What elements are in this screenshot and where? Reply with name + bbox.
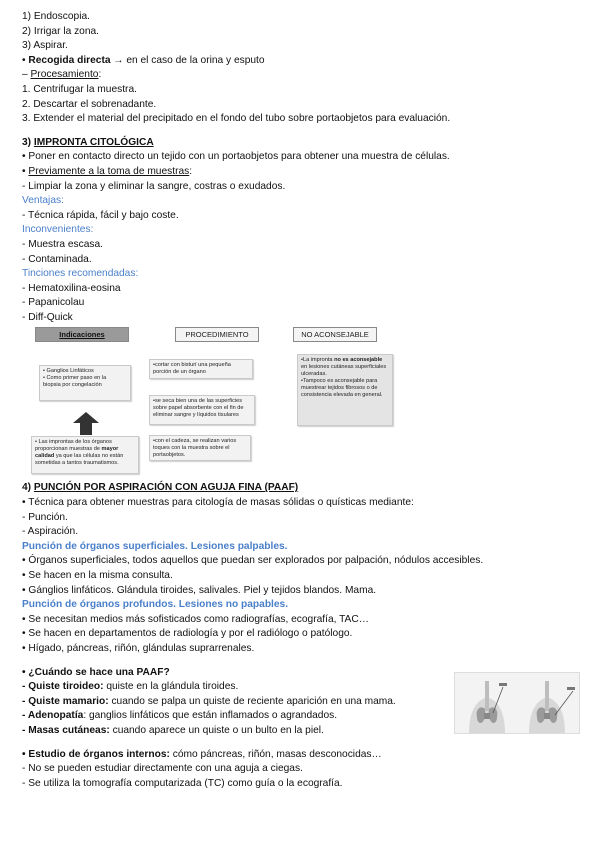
section-title-paaf: 4) PUNCIÓN POR ASPIRACIÓN CON AGUJA FINA (PAAF): [22, 482, 299, 494]
text-line: • Se hacen en departamentos de radiología y por el radiólogo o patólogo.: [22, 628, 353, 640]
text-line: - Aspiración.: [22, 526, 79, 538]
text-line: • Órganos superficiales, todos aquellos que puedan ser explorados por palpación, nódulos accesibles.: [22, 555, 484, 567]
procedimiento-box-1: •cortar con bisturí una pequeña porción de un órgano: [149, 359, 253, 379]
text-line: - Muestra escasa.: [22, 238, 103, 250]
text-line: - Punción.: [22, 511, 68, 523]
text-line: • Gánglios linfáticos. Glándula tiroides, salivales. Piel y tejidos blandos. Mama.: [22, 584, 377, 596]
text-line: - Papanicolau: [22, 297, 85, 309]
text-line: • Técnica para obtener muestras para citología de masas sólidas o quísticas mediante:: [22, 497, 414, 509]
procedimiento-box-3: •con el cadeza, se realizan varios toques con la muestra sobre el portaobjetos.: [149, 435, 251, 461]
up-arrow-shaft: [80, 423, 92, 435]
thyroid-illustration: [455, 673, 579, 733]
list-item: - Quiste tiroideo: quiste en la glándula tiroides.: [22, 681, 239, 693]
diagram-header-no-aconsejable: NO ACONSEJABLE: [293, 327, 377, 342]
thyroid-puncture-image: [454, 672, 580, 734]
list-item: - Quiste mamario: cuando se palpa un quiste de reciente aparición en una mama.: [22, 695, 396, 707]
text-line: • Se necesitan medios más sofisticados como radiografías, ecografía, TAC…: [22, 613, 369, 625]
text-line: 3) Aspirar.: [22, 40, 68, 52]
text-line: 1. Centrifugar la muestra.: [22, 83, 137, 95]
impronta-diagram: [27, 327, 397, 477]
tinciones-heading: Tinciones recomendadas:: [22, 268, 139, 280]
text-line: - Contaminada.: [22, 253, 92, 265]
no-aconsejable-box: •La impronta no es aconsejable en lesiones cutáneas superficiales ulceradas. •Tampoco es aconsejable para muestrear tejidos fibrosos o de consistencia elevada en general.: [297, 354, 393, 426]
cuando-heading: • ¿Cuándo se hace una PAAF?: [22, 666, 170, 678]
indicaciones-box-2: • Las improntas de los órganos proporcionan muestras de mayor calidad ya que las células no están sometidas a tantos traumatismos.: [31, 436, 139, 474]
ventajas-heading: Ventajas:: [22, 195, 64, 207]
internos-line: • Estudio de órganos internos: cómo páncreas, riñón, masas desconocidas…: [22, 748, 382, 760]
text-line: 2. Descartar el sobrenadante.: [22, 98, 157, 110]
text-line: • Poner en contacto directo un tejido con un portaobjetos para obtener una muestra de células.: [22, 151, 450, 163]
text-line: - Hematoxilina-eosina: [22, 282, 121, 294]
indicaciones-box-1: • Ganglios Linfáticos • Como primer paso en la biopsia por congelación: [39, 365, 131, 401]
text-line: 2) Irrigar la zona.: [22, 25, 100, 37]
list-item: - Masas cutáneas: cuando aparece un quiste o un bulto en la piel.: [22, 724, 324, 736]
section-title-impronta: 3) IMPRONTA CITOLÓGICA: [22, 136, 154, 148]
text-line: • Hígado, páncreas, riñón, glándulas suprarrenales.: [22, 643, 255, 654]
text-line: - Técnica rápida, fácil y bajo coste.: [22, 209, 179, 221]
text-line: 3. Extender el material del precipitado en el fondo del tubo sobre portaobjetos para evaluación.: [22, 113, 451, 125]
up-arrow-icon: [73, 412, 99, 423]
text-line: - No se pueden estudiar directamente con una aguja a ciegas.: [22, 763, 303, 775]
subheading-profundos: Punción de órganos profundos. Lesiones no papables.: [22, 599, 289, 611]
text-line: - Limpiar la zona y eliminar la sangre, costras o exudados.: [22, 180, 286, 192]
inconvenientes-heading: Inconvenientes:: [22, 224, 94, 236]
procedimiento-box-2: •se seca bien una de las superficies sobre papel absorbente con el fin de eliminar sangre y líquidos tisulares: [149, 395, 255, 425]
text-line: - Diff-Quick: [22, 311, 73, 323]
text-line: 1) Endoscopia.: [22, 11, 90, 22]
diagram-header-procedimiento: PROCEDIMIENTO: [175, 327, 259, 342]
text-line: - Se utiliza la tomografía computarizada (TC) como guía o la ecografía.: [22, 777, 343, 789]
diagram-header-indicaciones: Indicaciones: [35, 327, 129, 342]
text-line: • Se hacen en la misma consulta.: [22, 570, 173, 582]
list-item: - Adenopatía: ganglios linfáticos que están inflamados o agrandados.: [22, 710, 338, 722]
subheading-superficiales: Punción de órganos superficiales. Lesiones palpables.: [22, 540, 288, 552]
procesamiento-line: – Procesamiento:: [22, 69, 102, 81]
previamente-line: • Previamente a la toma de muestras:: [22, 165, 193, 177]
recogida-line: • Recogida directa → en el caso de la orina y esputo: [22, 54, 265, 66]
